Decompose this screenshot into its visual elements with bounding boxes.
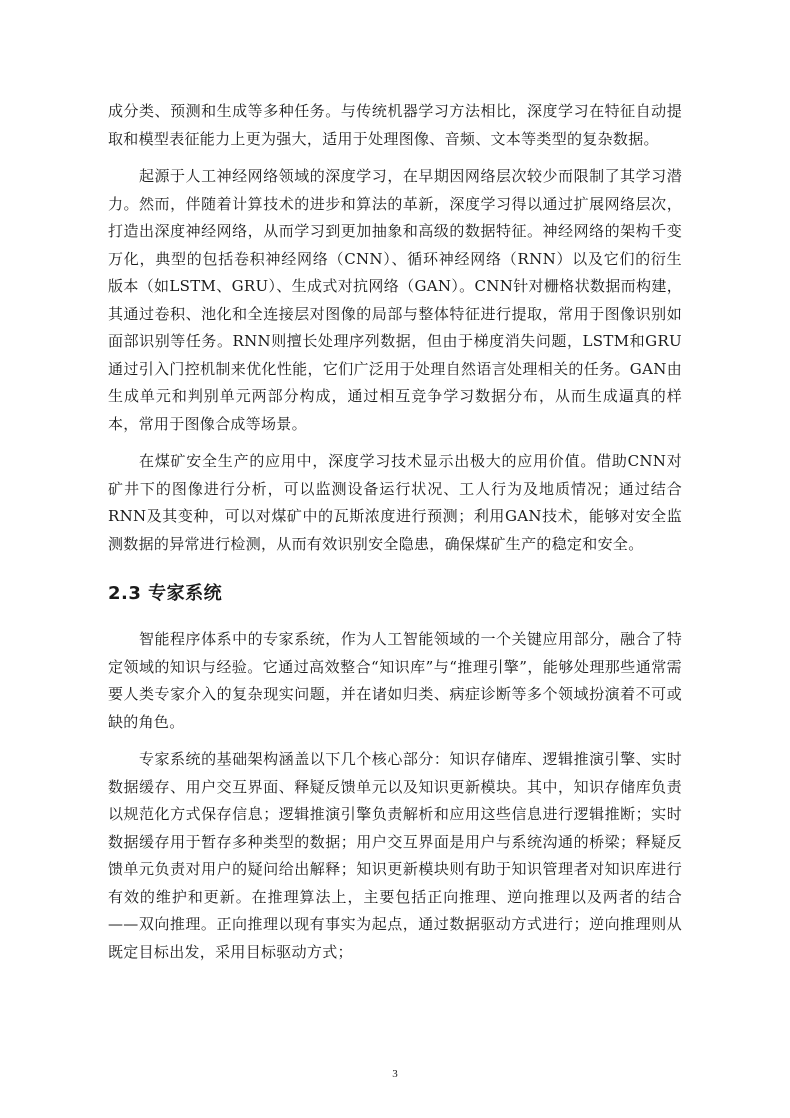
page-body — [108, 98, 682, 976]
paragraph-1: 成分类、预测和生成等多种任务。与传统机器学习方法相比，深度学习在特征自动提取和模型表征能力上更为强大，适用于处理图像、音频、文本等类型的复杂数据。 — [108, 102, 682, 148]
paragraph-2: 起源于人工神经网络领域的深度学习，在早期因网络层次较少而限制了其学习潜力。然而，伴随着计算技术的进步和算法的革新，深度学习得以通过扩展网络层次，打造出深度神经网络，从而学习到更加抽象和高级的数据特征。神经网络的架构千变万化，典型的包括卷积神经网络（CNN）、循环神经网络（RNN）以及它们的衍生版本（如LSTM、GRU）、生成式对抗网络（GAN）。CNN针对栅格状数据而构建，其通过卷积、池化和全连接层对图像的局部与整体特征进行提取，常用于图像识别如面部识别等任务。RNN则擅长处理序列数据，但由于梯度消失问题，LSTM和GRU通过引入门控机制来优化性能，它们广泛用于处理自然语言处理相关的任务。GAN由生成单元和判别单元两部分构成，通过相互竞争学习数据分布，从而生成逼真的样本，常用于图像合成等场景。 — [108, 167, 682, 433]
paragraph-4: 智能程序体系中的专家系统，作为人工智能领域的一个关键应用部分，融合了特定领域的知识与经验。它通过高效整合“知识库”与“推理引擎”，能够处理那些通常需要人类专家介入的复杂现实问题，并在诸如归类、病症诊断等多个领域扮演着不可或缺的角色。 — [108, 630, 682, 731]
page-number: 3 — [392, 1068, 398, 1080]
paragraph-3: 在煤矿安全生产的应用中，深度学习技术显示出极大的应用价值。借助CNN对矿井下的图像进行分析，可以监测设备运行状况、工人行为及地质情况；通过结合RNN及其变种，可以对煤矿中的瓦斯浓度进行预测；利用GAN技术，能够对安全监测数据的异常进行检测，从而有效识别安全隐患，确保煤矿生产的稳定和安全。 — [108, 452, 682, 553]
section-heading: 2.3 专家系统 — [108, 583, 223, 604]
paragraph-5: 专家系统的基础架构涵盖以下几个核心部分：知识存储库、逻辑推演引擎、实时数据缓存、用户交互界面、释疑反馈单元以及知识更新模块。其中，知识存储库负责以规范化方式保存信息；逻辑推演引擎负责解析和应用这些信息进行逻辑推断；实时数据缓存用于暂存多种类型的数据；用户交互界面是用户与系统沟通的桥梁；释疑反馈单元负责对用户的疑问给出解释；知识更新模块则有助于知识管理者对知识库进行有效的维护和更新。在推理算法上，主要包括正向推理、逆向推理以及两者的结合——双向推理。正向推理以现有事实为起点，通过数据驱动方式进行；逆向推理则从既定目标出发，采用目标驱动方式； — [108, 750, 682, 961]
